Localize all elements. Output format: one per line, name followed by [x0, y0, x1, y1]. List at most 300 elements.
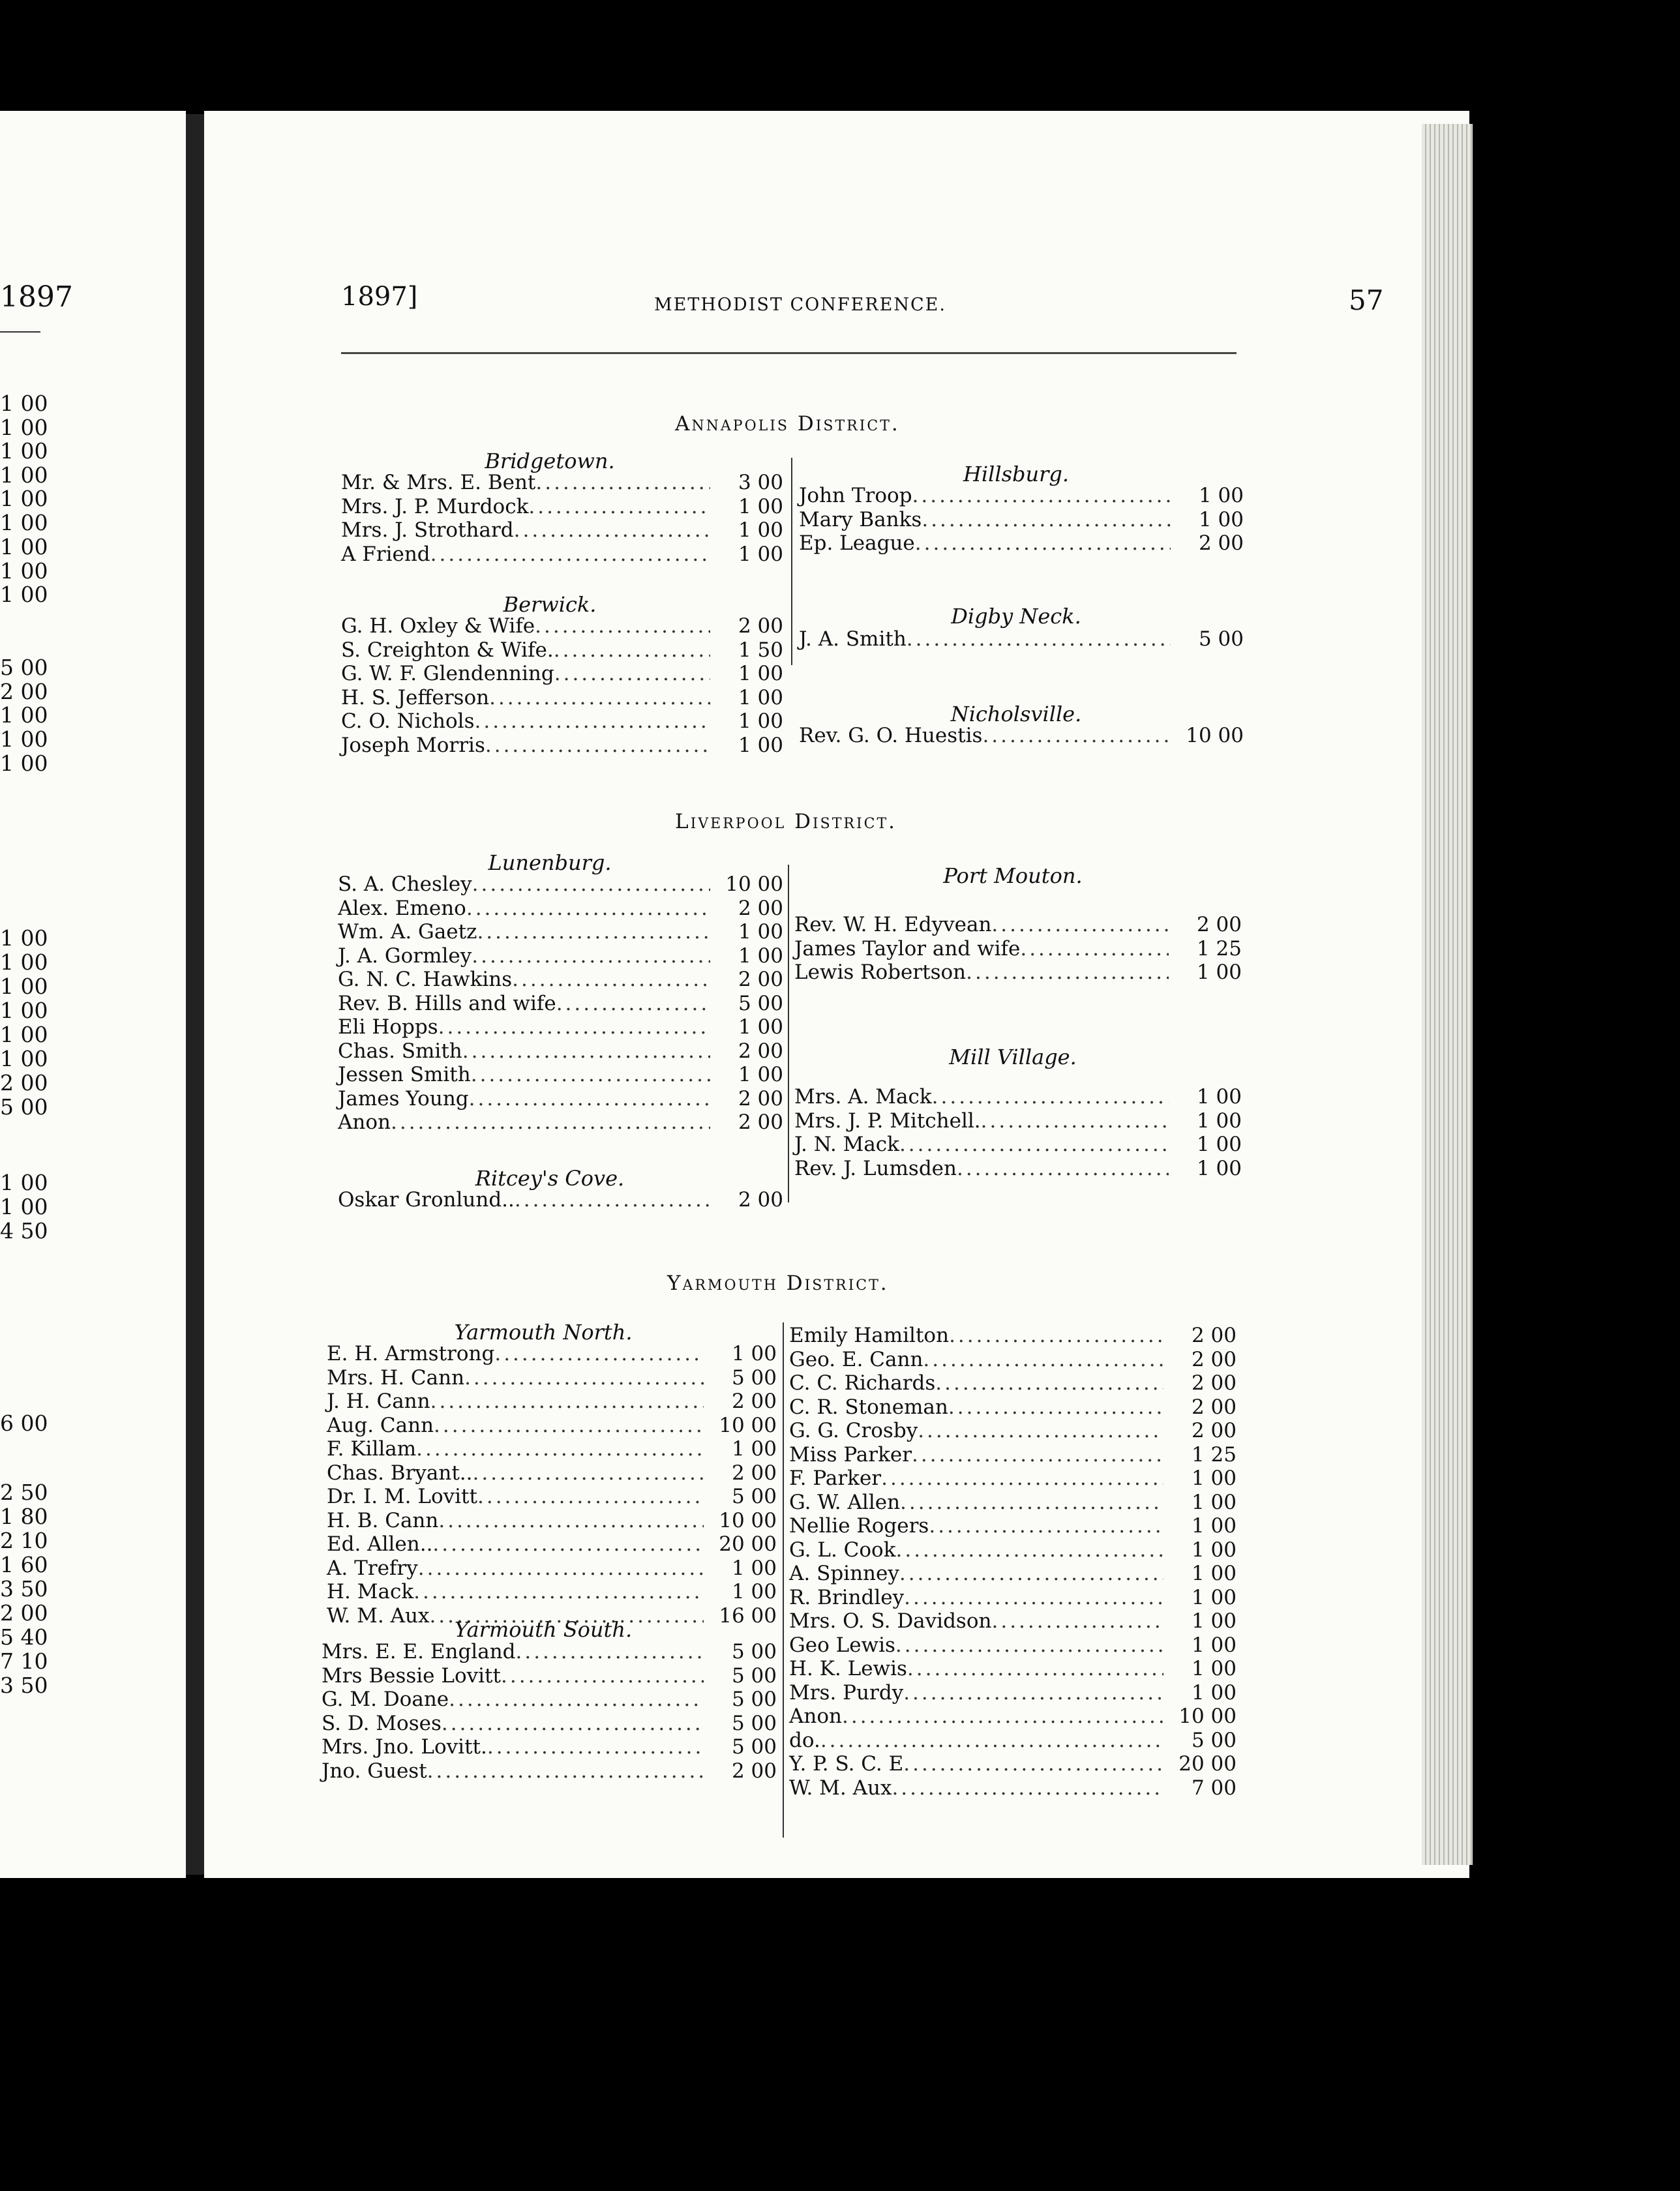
dot-leader — [895, 1633, 1163, 1658]
entry-row — [789, 1776, 1237, 1800]
dot-leader — [471, 1063, 710, 1087]
town-heading-bridgetown: Bridgetown. — [485, 449, 615, 473]
entry-row — [327, 1485, 777, 1509]
column-rule — [783, 1322, 784, 1838]
donor-name: Wm. A. Gaetz — [338, 920, 477, 944]
town-heading-yarmouth-south: Yarmouth South. — [454, 1617, 633, 1642]
donor-name: Rev. B. Hills and wife — [338, 991, 556, 1015]
donor-name: Mary Banks — [799, 507, 922, 531]
donor-name: G. W. Allen — [789, 1490, 901, 1514]
entry-row — [341, 518, 783, 543]
entry-row — [341, 495, 783, 519]
dot-leader — [514, 518, 710, 543]
donation-amount: 2 00 — [1191, 1324, 1237, 1347]
dot-leader — [966, 961, 1169, 985]
dot-leader — [907, 1657, 1163, 1681]
entry-row — [799, 627, 1244, 651]
left-page-amount: 5 40 — [0, 1624, 48, 1650]
donor-name: C. C. Richards — [789, 1371, 936, 1395]
donor-name: A. Spinney — [789, 1562, 899, 1585]
donation-amount: 2 00 — [738, 896, 783, 920]
entry-row — [789, 1586, 1237, 1610]
donation-amount: 5 00 — [731, 1365, 777, 1390]
left-page-amount: 1 00 — [0, 998, 48, 1023]
entry-row — [794, 1109, 1242, 1133]
donor-name: Geo. E. Cann — [789, 1347, 923, 1371]
entry-row — [327, 1461, 777, 1485]
dot-leader — [391, 1110, 710, 1135]
entry-row — [794, 961, 1242, 985]
left-page-amount: 1 00 — [0, 726, 48, 752]
left-page-amount: 7 10 — [0, 1648, 48, 1674]
entry-row — [338, 1188, 783, 1212]
entry-row — [789, 1324, 1237, 1348]
dot-leader — [469, 1087, 710, 1111]
donation-amount: 1 00 — [738, 709, 783, 733]
donor-name: H. K. Lewis — [789, 1657, 907, 1680]
entry-list — [338, 872, 783, 1135]
dot-leader — [991, 913, 1169, 937]
donation-amount: 1 50 — [738, 638, 783, 662]
entry-row — [338, 1063, 783, 1087]
left-page-amount: 1 00 — [0, 949, 48, 975]
donation-amount: 10 00 — [725, 872, 783, 896]
dot-leader — [915, 531, 1171, 556]
town-heading-berwick: Berwick. — [503, 592, 597, 617]
entry-row — [327, 1437, 777, 1461]
donation-amount: 5 00 — [731, 1485, 777, 1508]
left-page-year: 1897 — [0, 280, 73, 314]
donation-amount: 1 00 — [1196, 1085, 1242, 1109]
entry-row — [327, 1414, 777, 1438]
left-page-amount: 1 80 — [0, 1504, 48, 1529]
dot-leader — [501, 1664, 704, 1688]
dot-leader — [935, 1371, 1163, 1395]
donor-name: G. W. F. Glendenning — [341, 662, 554, 685]
donation-amount: 2 00 — [738, 1086, 783, 1110]
donation-amount: 2 00 — [738, 1110, 783, 1134]
entry-row — [322, 1735, 777, 1759]
district-heading-yarmouth: Yarmouth District. — [667, 1272, 889, 1295]
dot-leader — [899, 1562, 1163, 1586]
dot-leader — [918, 1419, 1163, 1443]
donor-name: A Friend — [341, 542, 430, 566]
donor-name: Mrs. Jno. Lovitt. — [322, 1735, 487, 1759]
donation-amount: 2 00 — [731, 1759, 777, 1783]
donation-amount: 10 00 — [719, 1508, 777, 1532]
entry-row — [789, 1514, 1237, 1538]
donation-amount: 1 00 — [738, 518, 783, 542]
left-page-amount: 1 00 — [0, 415, 48, 440]
donation-amount: 2 00 — [1196, 913, 1242, 936]
dot-leader — [900, 1491, 1163, 1515]
column-rule — [791, 458, 792, 665]
donor-name: C. O. Nichols — [341, 709, 475, 733]
dot-leader — [932, 1085, 1169, 1109]
donor-name: Y. P. S. C. E — [789, 1752, 904, 1776]
donor-name: James Young — [338, 1086, 469, 1110]
entry-row — [338, 1015, 783, 1039]
left-page-amount: 4 50 — [0, 1218, 48, 1244]
dot-leader — [494, 1342, 704, 1366]
entry-row — [341, 662, 783, 686]
left-page-amount: 5 00 — [0, 655, 48, 680]
donation-amount: 1 00 — [1191, 1633, 1237, 1657]
dot-leader — [535, 471, 710, 495]
donor-name: S. D. Moses — [322, 1711, 442, 1735]
dot-leader — [477, 1485, 704, 1509]
dot-leader — [477, 920, 710, 944]
donor-name: G. H. Oxley & Wife — [341, 614, 535, 638]
donor-name: do. — [789, 1728, 820, 1752]
entry-list — [341, 614, 783, 757]
donation-amount: 1 25 — [1191, 1442, 1237, 1467]
donor-name: Anon — [789, 1705, 842, 1728]
entry-row — [789, 1633, 1237, 1658]
donation-amount: 1 00 — [738, 685, 783, 709]
left-page-amount: 1 00 — [0, 558, 48, 584]
entry-row — [789, 1729, 1237, 1753]
donor-name: Lewis Robertson — [794, 961, 967, 984]
donor-name: Mrs Bessie Lovitt — [322, 1663, 501, 1688]
donation-amount: 1 00 — [738, 944, 783, 968]
donation-amount: 2 00 — [731, 1390, 777, 1413]
donor-name: Mrs. J. P. Mitchell. — [794, 1109, 981, 1133]
dot-leader — [896, 1538, 1164, 1562]
entry-row — [338, 968, 783, 992]
donor-name: W. M. Aux — [789, 1776, 892, 1800]
town-heading-nicholsville: Nicholsville. — [950, 702, 1082, 726]
entry-row — [341, 614, 783, 638]
donation-amount: 1 00 — [1191, 1657, 1237, 1680]
donation-amount: 1 00 — [738, 494, 783, 518]
left-page-amount: 1 00 — [0, 582, 48, 607]
left-page-amount: 1 00 — [0, 510, 48, 535]
donation-amount: 5 00 — [731, 1640, 777, 1663]
entry-row — [338, 992, 783, 1016]
left-page-amount: 2 50 — [0, 1480, 48, 1505]
donation-amount: 10 00 — [719, 1413, 777, 1437]
donation-amount: 1 00 — [738, 920, 783, 944]
dot-leader — [430, 543, 710, 567]
dot-leader — [485, 734, 710, 758]
dot-leader — [820, 1729, 1163, 1753]
entry-row — [789, 1348, 1237, 1372]
left-page-amount: 3 50 — [0, 1576, 48, 1602]
donor-name: Mrs. J. P. Murdock — [341, 494, 529, 518]
entry-row — [341, 734, 783, 758]
donation-amount: 1 00 — [731, 1556, 777, 1580]
donor-name: C. R. Stoneman — [789, 1395, 948, 1419]
entry-list — [322, 1640, 777, 1783]
page-edges — [1422, 124, 1473, 1865]
donation-amount: 1 00 — [1196, 1133, 1242, 1156]
dot-leader — [907, 627, 1171, 651]
dot-leader — [881, 1467, 1163, 1491]
left-page-amount: 1 00 — [0, 925, 48, 951]
donation-amount: 1 00 — [1196, 1109, 1242, 1133]
dot-leader — [899, 1133, 1169, 1157]
donor-name: Mrs. H. Cann — [327, 1365, 465, 1390]
dot-leader — [842, 1705, 1163, 1729]
left-page-amount: 1 00 — [0, 391, 48, 416]
running-header-year: 1897] — [341, 282, 418, 312]
left-page-amount: 1 00 — [0, 1022, 48, 1047]
dot-leader — [413, 1580, 704, 1604]
left-page-rule — [0, 331, 40, 333]
donor-name: J. H. Cann — [327, 1390, 430, 1413]
dot-leader — [923, 1348, 1163, 1372]
dot-leader — [516, 1640, 704, 1664]
left-page-amount: 2 00 — [0, 1600, 48, 1626]
district-heading-liverpool: Liverpool District. — [675, 810, 897, 833]
entry-list — [327, 1342, 777, 1628]
donor-name: Mrs. O. S. Davidson — [789, 1609, 992, 1633]
dot-leader — [903, 1681, 1163, 1705]
dot-leader — [903, 1752, 1163, 1776]
dot-leader — [949, 1324, 1163, 1348]
dot-leader — [912, 484, 1171, 508]
town-heading-ritceys-cove: Ritcey's Cove. — [475, 1166, 625, 1191]
donation-amount: 5 00 — [731, 1735, 777, 1759]
entry-row — [799, 508, 1244, 532]
donor-name: Geo Lewis — [789, 1633, 895, 1657]
entry-row — [789, 1443, 1237, 1467]
entry-row — [338, 944, 783, 968]
donation-amount: 7 00 — [1191, 1776, 1237, 1800]
donation-amount: 1 00 — [1191, 1609, 1237, 1633]
donor-name: Mrs. J. Strothard — [341, 518, 514, 542]
entry-row — [341, 686, 783, 710]
donor-name: W. M. Aux — [327, 1603, 430, 1628]
donor-name: J. A. Gormley — [338, 944, 472, 968]
donor-name: Jno. Guest — [322, 1759, 427, 1783]
entry-row — [789, 1752, 1237, 1776]
donation-amount: 2 00 — [738, 1188, 783, 1212]
entry-row — [322, 1640, 777, 1664]
donor-name: H. S. Jefferson — [341, 685, 490, 709]
entry-row — [341, 638, 783, 663]
dot-leader — [512, 968, 710, 992]
town-heading-yarmouth-north: Yarmouth North. — [454, 1320, 633, 1345]
donor-name: Ed. Allen.. — [327, 1532, 433, 1556]
donor-name: R. Brindley — [789, 1585, 905, 1609]
donation-amount: 1 00 — [1198, 484, 1244, 507]
entry-list — [338, 1188, 783, 1212]
donor-name: Joseph Morris — [341, 733, 485, 757]
donation-amount: 1 00 — [1191, 1538, 1237, 1562]
left-page-amount: 1 00 — [0, 702, 48, 728]
donor-name: Chas. Bryant.. — [327, 1461, 473, 1485]
donor-name: Chas. Smith — [338, 1039, 462, 1063]
donation-amount: 1 00 — [1196, 1156, 1242, 1180]
entry-row — [789, 1705, 1237, 1729]
dot-leader — [957, 1157, 1169, 1181]
entry-row — [322, 1712, 777, 1736]
left-page-amount: 5 00 — [0, 1094, 48, 1120]
donor-name: S. A. Chesley — [338, 872, 472, 896]
left-page-amount: 1 00 — [0, 462, 48, 488]
entry-row — [327, 1532, 777, 1557]
dot-leader — [1020, 937, 1169, 961]
entry-list — [799, 627, 1244, 651]
dot-leader — [474, 709, 710, 734]
dot-leader — [912, 1443, 1163, 1467]
donor-name: Aug. Cann — [327, 1413, 434, 1437]
donation-amount: 1 25 — [1196, 936, 1242, 961]
book-page — [204, 111, 1469, 1878]
donation-amount: 5 00 — [1198, 627, 1244, 651]
book-gutter — [186, 114, 204, 1875]
entry-row — [338, 1087, 783, 1111]
donor-name: G. M. Doane — [322, 1688, 449, 1711]
donor-name: Nellie Rogers — [789, 1514, 929, 1538]
donation-amount: 5 00 — [731, 1711, 777, 1735]
entry-row — [789, 1681, 1237, 1705]
donor-name: S. Creighton & Wife. — [341, 638, 554, 662]
dot-leader — [449, 1688, 704, 1712]
dot-leader — [472, 872, 710, 897]
entry-row — [341, 709, 783, 734]
dot-leader — [904, 1586, 1163, 1610]
donation-amount: 20 00 — [719, 1532, 777, 1556]
donation-amount: 1 00 — [1191, 1467, 1237, 1490]
dot-leader — [991, 1609, 1163, 1633]
dot-leader — [472, 944, 710, 968]
entry-row — [794, 913, 1242, 937]
left-page-amount: 1 00 — [0, 974, 48, 999]
donor-name: G. G. Crosby — [789, 1419, 918, 1442]
left-page-amount: 2 10 — [0, 1528, 48, 1553]
column-rule — [788, 865, 789, 1202]
donation-amount: 16 00 — [719, 1603, 777, 1628]
entry-row — [789, 1562, 1237, 1586]
entry-row — [789, 1419, 1237, 1443]
donor-name: Eli Hopps — [338, 1015, 438, 1039]
entry-row — [338, 1039, 783, 1064]
donor-name: Miss Parker — [789, 1442, 912, 1467]
donation-amount: 5 00 — [731, 1663, 777, 1688]
entry-row — [322, 1664, 777, 1688]
donation-amount: 5 00 — [738, 991, 783, 1015]
donation-amount: 1 00 — [1191, 1680, 1237, 1705]
donation-amount: 1 00 — [738, 662, 783, 685]
entry-row — [338, 920, 783, 944]
donation-amount: 2 00 — [738, 968, 783, 991]
entry-row — [789, 1657, 1237, 1681]
dot-leader — [427, 1759, 704, 1783]
donation-amount: 2 00 — [1191, 1347, 1237, 1371]
donation-amount: 1 00 — [1191, 1562, 1237, 1585]
donation-amount: 2 00 — [738, 614, 783, 638]
left-page-amount: 1 00 — [0, 486, 48, 511]
donor-name: F. Killam — [327, 1437, 417, 1461]
town-heading-mill-village: Mill Village. — [949, 1045, 1077, 1069]
entry-row — [789, 1467, 1237, 1491]
entry-row — [327, 1366, 777, 1390]
donation-amount: 1 00 — [738, 733, 783, 757]
donation-amount: 5 00 — [731, 1688, 777, 1711]
entry-list — [799, 484, 1244, 556]
dot-leader — [418, 1557, 704, 1581]
donor-name: James Taylor and wife — [794, 936, 1021, 961]
donation-amount: 2 00 — [731, 1461, 777, 1485]
donor-name: J. N. Mack — [794, 1133, 899, 1156]
donation-amount: 1 00 — [1191, 1514, 1237, 1538]
donation-amount: 1 00 — [731, 1342, 777, 1365]
left-page-amount: 1 00 — [0, 438, 48, 464]
entry-row — [789, 1609, 1237, 1633]
left-page-amount: 1 00 — [0, 1194, 48, 1219]
dot-leader — [515, 1188, 710, 1212]
dot-leader — [981, 1109, 1169, 1133]
entry-row — [341, 543, 783, 567]
donation-amount: 3 00 — [738, 471, 783, 494]
dot-leader — [554, 662, 710, 686]
entry-row — [799, 531, 1244, 556]
donor-name: Rev. G. O. Huestis — [799, 724, 983, 747]
donation-amount: 10 00 — [1178, 1705, 1237, 1728]
entry-list — [794, 913, 1242, 985]
town-heading-port-mouton: Port Mouton. — [943, 863, 1083, 888]
donation-amount: 1 00 — [1198, 507, 1244, 531]
dot-leader — [462, 1039, 710, 1064]
entry-row — [794, 1133, 1242, 1157]
town-heading-digby-neck: Digby Neck. — [951, 604, 1081, 629]
donation-amount: 2 00 — [738, 1039, 783, 1063]
entry-row — [327, 1557, 777, 1581]
dot-leader — [929, 1514, 1163, 1538]
left-page-fragment — [0, 111, 186, 1878]
entry-row — [794, 937, 1242, 961]
entry-row — [799, 724, 1244, 748]
donor-name: Anon — [338, 1110, 391, 1134]
town-heading-lunenburg: Lunenburg. — [488, 850, 612, 875]
dot-leader — [438, 1509, 704, 1533]
donor-name: J. A. Smith — [799, 627, 907, 651]
dot-leader — [948, 1395, 1163, 1420]
donation-amount: 5 00 — [1191, 1728, 1237, 1752]
dot-leader — [416, 1437, 704, 1461]
entry-row — [341, 471, 783, 495]
donor-name: Dr. I. M. Lovitt — [327, 1485, 477, 1508]
entry-row — [794, 1085, 1242, 1109]
donation-amount: 10 00 — [1186, 724, 1244, 747]
entry-row — [327, 1580, 777, 1604]
dot-leader — [466, 897, 710, 921]
dot-leader — [432, 1532, 704, 1557]
dot-leader — [535, 614, 710, 638]
donor-name: Jessen Smith — [338, 1063, 471, 1086]
donor-name: F. Parker — [789, 1467, 882, 1490]
header-rule — [341, 352, 1237, 354]
running-header-title: METHODIST CONFERENCE. — [654, 295, 946, 315]
dot-leader — [489, 686, 710, 710]
entry-row — [322, 1759, 777, 1783]
running-header — [341, 282, 1450, 321]
donation-amount: 1 00 — [1191, 1585, 1237, 1609]
donation-amount: 1 00 — [731, 1580, 777, 1603]
dot-leader — [554, 638, 710, 663]
dot-leader — [556, 992, 710, 1016]
donation-amount: 2 00 — [1191, 1419, 1237, 1442]
district-heading-annapolis: Annapolis District. — [675, 412, 900, 436]
left-page-amount: 3 50 — [0, 1673, 48, 1698]
donor-name: Rev. W. H. Edyvean — [794, 913, 992, 936]
donor-name: G. L. Cook — [789, 1538, 896, 1562]
page-number: 57 — [1349, 284, 1384, 316]
dot-leader — [528, 495, 710, 519]
